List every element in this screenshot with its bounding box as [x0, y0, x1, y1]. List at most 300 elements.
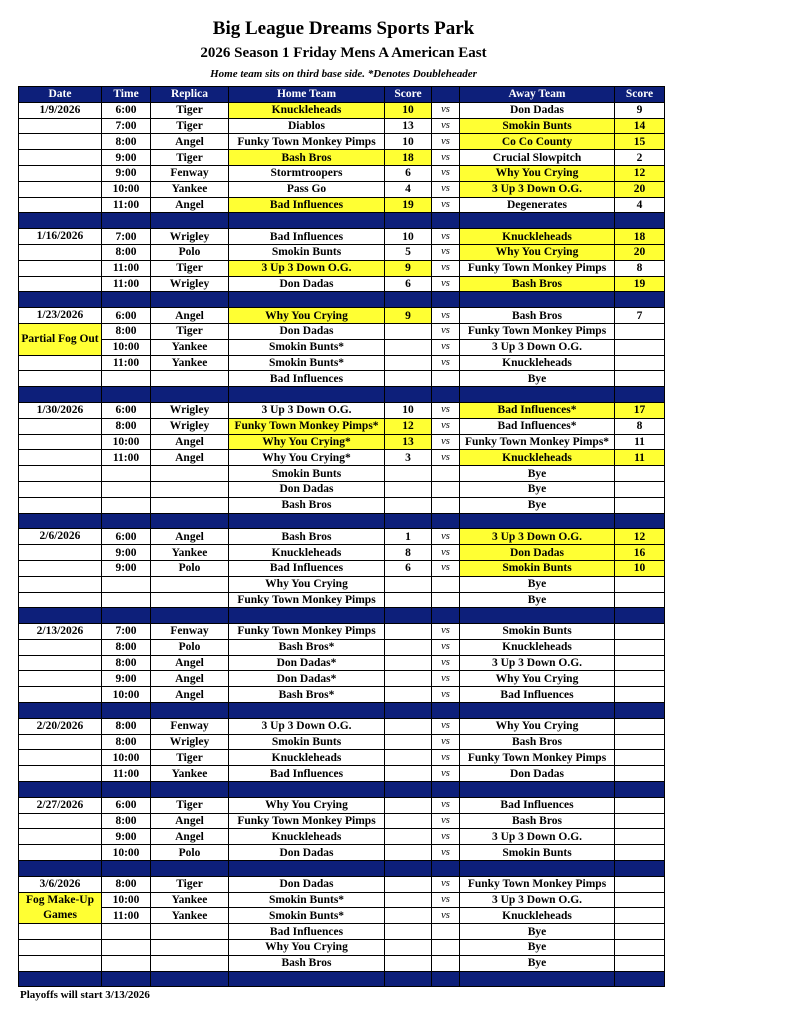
page-title: Big League Dreams Sports Park [212, 18, 475, 39]
separator-cell [19, 861, 102, 877]
home-team-cell: Why You Crying [229, 308, 385, 324]
home-score-cell: 4 [385, 181, 432, 197]
home-team-cell: Diablos [229, 118, 385, 134]
date-cell: 1/30/2026 [19, 402, 102, 418]
home-score-cell [385, 734, 432, 750]
col-header-home-team: Home Team [229, 87, 385, 103]
replica-field-cell: Angel [151, 134, 229, 150]
time-cell: 11:00 [102, 197, 151, 213]
replica-field-cell: Angel [151, 829, 229, 845]
separator-cell [615, 971, 665, 987]
away-score-cell: 19 [615, 276, 665, 292]
vs-cell: vs [432, 339, 460, 355]
vs-cell: vs [432, 655, 460, 671]
week-separator [19, 971, 665, 987]
vs-cell: vs [432, 624, 460, 640]
separator-cell [151, 387, 229, 403]
away-team-cell: Why You Crying [460, 244, 615, 260]
home-score-cell: 6 [385, 276, 432, 292]
home-score-cell [385, 940, 432, 956]
separator-cell [229, 782, 385, 798]
separator-cell [432, 703, 460, 719]
separator-cell [385, 513, 432, 529]
week-separator [19, 292, 665, 308]
away-team-cell: Crucial Slowpitch [460, 150, 615, 166]
away-team-cell: 3 Up 3 Down O.G. [460, 655, 615, 671]
separator-cell [385, 782, 432, 798]
time-cell: 11:00 [102, 355, 151, 371]
week-note: Partial Fog Out [19, 323, 102, 355]
time-cell: 11:00 [102, 276, 151, 292]
away-team-cell: Bye [460, 497, 615, 513]
game-row [19, 655, 665, 671]
home-team-cell: Bash Bros [229, 529, 385, 545]
home-score-cell: 12 [385, 418, 432, 434]
away-team-cell: Bash Bros [460, 276, 615, 292]
separator-cell [432, 213, 460, 229]
away-score-cell [615, 908, 665, 924]
home-team-cell: Smokin Bunts [229, 466, 385, 482]
col-header-home-score: Score [385, 87, 432, 103]
separator-cell [151, 971, 229, 987]
home-score-cell [385, 639, 432, 655]
game-row [19, 955, 665, 971]
home-team-cell: Smokin Bunts [229, 244, 385, 260]
game-row [19, 308, 665, 324]
away-score-cell: 11 [615, 450, 665, 466]
away-team-cell: Funky Town Monkey Pimps [460, 750, 615, 766]
home-team-cell: Funky Town Monkey Pimps [229, 134, 385, 150]
date-cell-empty [19, 466, 102, 482]
date-cell-empty [19, 244, 102, 260]
away-score-cell [615, 671, 665, 687]
replica-field-cell [151, 940, 229, 956]
replica-field-cell: Tiger [151, 118, 229, 134]
separator-cell [151, 213, 229, 229]
time-cell [102, 481, 151, 497]
home-score-cell: 6 [385, 165, 432, 181]
date-cell-empty [19, 829, 102, 845]
away-team-cell: Bye [460, 924, 615, 940]
time-cell: 9:00 [102, 545, 151, 561]
time-cell: 8:00 [102, 323, 151, 339]
vs-cell: vs [432, 260, 460, 276]
week-separator [19, 703, 665, 719]
away-team-cell: Why You Crying [460, 165, 615, 181]
replica-field-cell: Polo [151, 244, 229, 260]
separator-cell [19, 292, 102, 308]
away-team-cell: Bye [460, 466, 615, 482]
away-score-cell [615, 797, 665, 813]
home-score-cell [385, 371, 432, 387]
away-team-cell: Bye [460, 955, 615, 971]
away-score-cell [615, 371, 665, 387]
separator-cell [432, 971, 460, 987]
date-cell-empty [19, 118, 102, 134]
home-score-cell: 9 [385, 260, 432, 276]
vs-cell: vs [432, 150, 460, 166]
home-team-cell: Funky Town Monkey Pimps* [229, 418, 385, 434]
home-score-cell [385, 955, 432, 971]
time-cell [102, 955, 151, 971]
date-cell: 2/13/2026 [19, 624, 102, 640]
separator-cell [229, 387, 385, 403]
away-team-cell: Knuckleheads [460, 355, 615, 371]
vs-cell: vs [432, 244, 460, 260]
game-row [19, 497, 665, 513]
date-cell: 2/27/2026 [19, 797, 102, 813]
home-score-cell [385, 908, 432, 924]
date-cell-empty [19, 355, 102, 371]
time-cell: 7:00 [102, 229, 151, 245]
home-score-cell [385, 813, 432, 829]
separator-cell [102, 861, 151, 877]
away-team-cell: Bad Influences* [460, 418, 615, 434]
home-team-cell: Funky Town Monkey Pimps [229, 592, 385, 608]
away-score-cell [615, 355, 665, 371]
game-row [19, 260, 665, 276]
game-row [19, 481, 665, 497]
vs-cell [432, 466, 460, 482]
separator-cell [460, 703, 615, 719]
vs-cell: vs [432, 134, 460, 150]
home-team-cell: Don Dadas* [229, 655, 385, 671]
game-row [19, 718, 665, 734]
away-score-cell: 20 [615, 244, 665, 260]
game-row [19, 797, 665, 813]
away-team-cell: 3 Up 3 Down O.G. [460, 829, 615, 845]
away-score-cell: 12 [615, 165, 665, 181]
vs-cell [432, 576, 460, 592]
col-header-away-score: Score [615, 87, 665, 103]
vs-cell: vs [432, 402, 460, 418]
time-cell [102, 924, 151, 940]
away-score-cell [615, 876, 665, 892]
home-team-cell: Why You Crying [229, 797, 385, 813]
home-score-cell [385, 797, 432, 813]
game-row [19, 118, 665, 134]
time-cell [102, 497, 151, 513]
time-cell: 10:00 [102, 892, 151, 908]
separator-cell [385, 971, 432, 987]
col-header-away-team: Away Team [460, 87, 615, 103]
away-score-cell [615, 750, 665, 766]
time-cell: 9:00 [102, 671, 151, 687]
game-row [19, 276, 665, 292]
home-team-cell: Why You Crying* [229, 450, 385, 466]
game-row [19, 418, 665, 434]
home-team-cell: Why You Crying [229, 940, 385, 956]
date-cell-empty [19, 813, 102, 829]
time-cell [102, 466, 151, 482]
date-cell-empty [19, 481, 102, 497]
replica-field-cell: Fenway [151, 718, 229, 734]
separator-cell [460, 608, 615, 624]
home-team-cell: Knuckleheads [229, 545, 385, 561]
week-separator [19, 387, 665, 403]
replica-field-cell: Tiger [151, 150, 229, 166]
away-team-cell: Don Dadas [460, 545, 615, 561]
col-header-time: Time [102, 87, 151, 103]
vs-cell: vs [432, 845, 460, 861]
game-row [19, 545, 665, 561]
date-cell-empty [19, 560, 102, 576]
home-team-cell: Bash Bros [229, 150, 385, 166]
replica-field-cell: Angel [151, 308, 229, 324]
vs-cell [432, 481, 460, 497]
separator-cell [460, 513, 615, 529]
separator-cell [432, 861, 460, 877]
time-cell: 8:00 [102, 134, 151, 150]
home-team-cell: Don Dadas* [229, 671, 385, 687]
separator-cell [615, 292, 665, 308]
home-score-cell [385, 671, 432, 687]
home-score-cell [385, 687, 432, 703]
time-cell: 10:00 [102, 845, 151, 861]
separator-cell [19, 387, 102, 403]
game-row [19, 687, 665, 703]
away-team-cell: Knuckleheads [460, 450, 615, 466]
vs-cell [432, 592, 460, 608]
separator-cell [385, 292, 432, 308]
away-score-cell: 2 [615, 150, 665, 166]
separator-cell [460, 861, 615, 877]
away-score-cell [615, 339, 665, 355]
date-cell-empty [19, 418, 102, 434]
separator-cell [19, 608, 102, 624]
time-cell: 8:00 [102, 718, 151, 734]
home-team-cell: Bad Influences [229, 197, 385, 213]
date-cell: 1/9/2026 [19, 102, 102, 118]
time-cell: 6:00 [102, 102, 151, 118]
game-row [19, 592, 665, 608]
separator-cell [432, 387, 460, 403]
separator-cell [385, 608, 432, 624]
date-cell-empty [19, 655, 102, 671]
vs-cell: vs [432, 450, 460, 466]
replica-field-cell: Tiger [151, 102, 229, 118]
away-team-cell: Smokin Bunts [460, 624, 615, 640]
game-row [19, 813, 665, 829]
game-row [19, 639, 665, 655]
home-score-cell [385, 750, 432, 766]
away-score-cell [615, 624, 665, 640]
game-row [19, 355, 665, 371]
away-team-cell: Degenerates [460, 197, 615, 213]
date-cell-empty [19, 150, 102, 166]
replica-field-cell: Angel [151, 434, 229, 450]
home-team-cell: Don Dadas [229, 845, 385, 861]
separator-cell [229, 703, 385, 719]
time-cell [102, 576, 151, 592]
home-team-cell: 3 Up 3 Down O.G. [229, 260, 385, 276]
separator-cell [460, 782, 615, 798]
home-team-cell: Don Dadas [229, 876, 385, 892]
time-cell: 10:00 [102, 750, 151, 766]
date-cell-empty [19, 671, 102, 687]
replica-field-cell: Fenway [151, 624, 229, 640]
home-team-cell: Knuckleheads [229, 102, 385, 118]
separator-cell [151, 861, 229, 877]
away-team-cell: Bye [460, 576, 615, 592]
time-cell: 8:00 [102, 813, 151, 829]
date-cell-empty [19, 197, 102, 213]
time-cell: 10:00 [102, 434, 151, 450]
separator-cell [432, 782, 460, 798]
replica-field-cell: Wrigley [151, 402, 229, 418]
away-score-cell [615, 955, 665, 971]
replica-field-cell: Angel [151, 197, 229, 213]
date-cell-empty [19, 592, 102, 608]
col-header-replica: Replica [151, 87, 229, 103]
away-score-cell [615, 481, 665, 497]
vs-cell: vs [432, 671, 460, 687]
replica-field-cell [151, 371, 229, 387]
game-row [19, 466, 665, 482]
game-row [19, 229, 665, 245]
time-cell: 8:00 [102, 876, 151, 892]
away-team-cell: Co Co County [460, 134, 615, 150]
date-cell-empty [19, 545, 102, 561]
replica-field-cell: Tiger [151, 323, 229, 339]
separator-cell [229, 971, 385, 987]
game-row [19, 924, 665, 940]
separator-cell [102, 387, 151, 403]
week-separator [19, 861, 665, 877]
away-score-cell [615, 718, 665, 734]
game-row [19, 434, 665, 450]
away-score-cell: 12 [615, 529, 665, 545]
week-separator [19, 213, 665, 229]
replica-field-cell: Yankee [151, 355, 229, 371]
away-score-cell [615, 734, 665, 750]
home-score-cell: 13 [385, 434, 432, 450]
date-cell-empty [19, 497, 102, 513]
week-separator [19, 782, 665, 798]
separator-cell [385, 213, 432, 229]
home-team-cell: Bad Influences [229, 560, 385, 576]
home-score-cell [385, 829, 432, 845]
replica-field-cell: Wrigley [151, 276, 229, 292]
replica-field-cell: Tiger [151, 797, 229, 813]
vs-cell: vs [432, 797, 460, 813]
game-row [19, 671, 665, 687]
time-cell: 10:00 [102, 687, 151, 703]
vs-cell: vs [432, 813, 460, 829]
home-team-cell: Stormtroopers [229, 165, 385, 181]
replica-field-cell: Angel [151, 529, 229, 545]
home-team-cell: Funky Town Monkey Pimps [229, 813, 385, 829]
away-score-cell: 9 [615, 102, 665, 118]
separator-cell [151, 703, 229, 719]
date-cell-empty [19, 276, 102, 292]
home-score-cell [385, 718, 432, 734]
replica-field-cell: Fenway [151, 165, 229, 181]
vs-cell [432, 497, 460, 513]
home-score-cell [385, 355, 432, 371]
separator-cell [432, 513, 460, 529]
date-cell: 3/6/2026 [19, 876, 102, 892]
separator-cell [102, 782, 151, 798]
date-cell-empty [19, 371, 102, 387]
home-score-cell: 1 [385, 529, 432, 545]
home-score-cell [385, 481, 432, 497]
date-cell: 1/16/2026 [19, 229, 102, 245]
home-score-cell: 19 [385, 197, 432, 213]
home-team-cell: Smokin Bunts* [229, 892, 385, 908]
away-score-cell [615, 497, 665, 513]
away-team-cell: Bad Influences [460, 687, 615, 703]
vs-cell: vs [432, 323, 460, 339]
time-cell: 11:00 [102, 260, 151, 276]
away-team-cell: Why You Crying [460, 671, 615, 687]
away-score-cell [615, 639, 665, 655]
home-team-cell: Smokin Bunts* [229, 908, 385, 924]
replica-field-cell [151, 481, 229, 497]
replica-field-cell [151, 466, 229, 482]
vs-cell [432, 371, 460, 387]
game-row [19, 244, 665, 260]
separator-cell [19, 782, 102, 798]
away-score-cell [615, 592, 665, 608]
away-score-cell: 8 [615, 260, 665, 276]
away-team-cell: Bad Influences* [460, 402, 615, 418]
home-score-cell [385, 339, 432, 355]
home-score-cell [385, 497, 432, 513]
vs-cell: vs [432, 355, 460, 371]
home-team-cell: Bash Bros* [229, 687, 385, 703]
game-row [19, 339, 665, 355]
separator-cell [19, 513, 102, 529]
vs-cell: vs [432, 118, 460, 134]
away-score-cell [615, 924, 665, 940]
game-row [19, 734, 665, 750]
home-score-cell [385, 624, 432, 640]
home-team-cell: 3 Up 3 Down O.G. [229, 718, 385, 734]
away-score-cell: 7 [615, 308, 665, 324]
col-header-vs [432, 87, 460, 103]
schedule-table [18, 86, 665, 987]
home-team-cell: Bad Influences [229, 371, 385, 387]
away-team-cell: Bash Bros [460, 734, 615, 750]
game-row [19, 450, 665, 466]
game-row [19, 829, 665, 845]
game-row [19, 892, 665, 908]
away-team-cell: Bash Bros [460, 308, 615, 324]
separator-cell [460, 292, 615, 308]
home-team-cell: Bad Influences [229, 766, 385, 782]
replica-field-cell: Polo [151, 639, 229, 655]
time-cell: 6:00 [102, 529, 151, 545]
vs-cell: vs [432, 308, 460, 324]
time-cell: 8:00 [102, 734, 151, 750]
date-cell-empty [19, 434, 102, 450]
separator-cell [102, 608, 151, 624]
away-score-cell [615, 323, 665, 339]
time-cell: 9:00 [102, 165, 151, 181]
replica-field-cell: Tiger [151, 750, 229, 766]
away-team-cell: Knuckleheads [460, 639, 615, 655]
separator-cell [102, 971, 151, 987]
header-row [19, 87, 665, 103]
separator-cell [229, 513, 385, 529]
vs-cell: vs [432, 734, 460, 750]
vs-cell: vs [432, 639, 460, 655]
separator-cell [151, 513, 229, 529]
separator-cell [460, 971, 615, 987]
vs-cell: vs [432, 418, 460, 434]
game-row [19, 750, 665, 766]
